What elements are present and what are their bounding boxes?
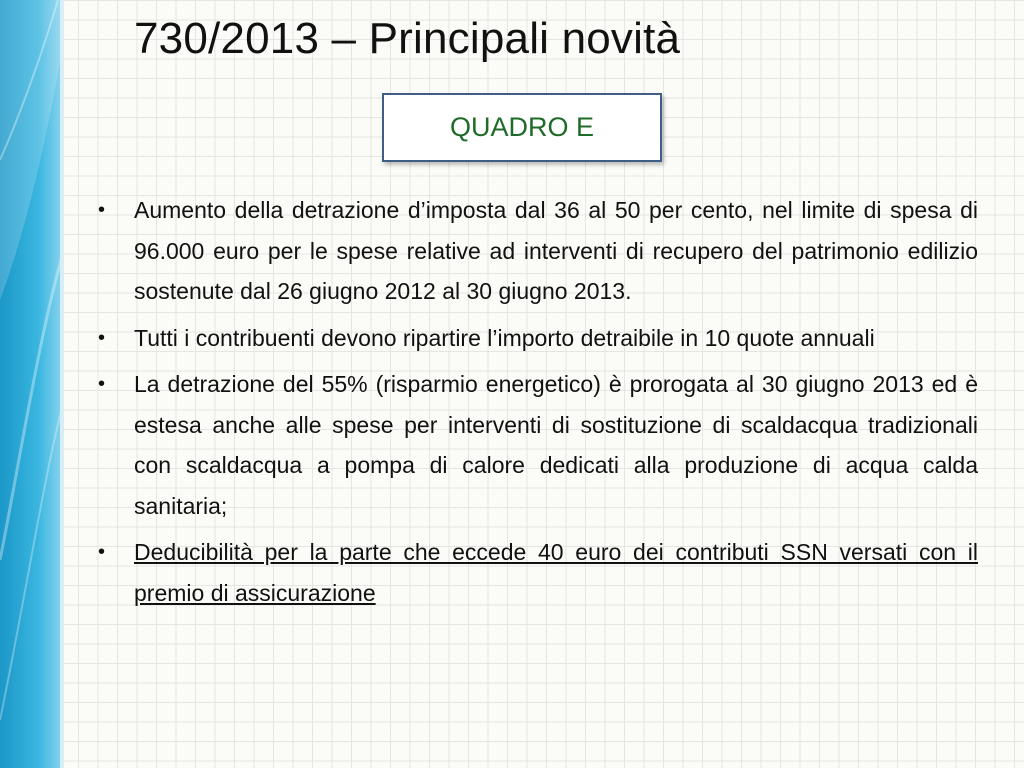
bullet-text: Aumento della detrazione d’imposta dal 36 al 50 per cento, nel limite di spesa di 96.000 euro per le spese relative ad interventi di recupero del patrimonio edilizio sostenute dal 26 giugno 2012 al 30 giugno 2013. [134,197,978,304]
bullet-list [98,190,978,619]
bullet-dot-icon: • [98,199,106,221]
bullet-item-detrazione-36-50 [98,190,978,312]
bullet-dot-icon: • [98,326,106,349]
section-box-label: QUADRO E [449,112,595,142]
slide-title: 730/2013 – Principali novità [134,14,681,63]
section-box-quadro-e [382,93,662,162]
side-decoration-band [0,0,64,768]
bullet-item-deducibilita-ssn [98,532,978,613]
bullet-dot-icon: • [98,541,106,563]
bullet-text-underlined: Deducibilità per la parte che eccede 40 euro dei contributi SSN versati con il premio di assicurazione [134,539,978,606]
bullet-dot-icon: • [98,373,106,395]
bullet-text: La detrazione del 55% (risparmio energetico) è prorogata al 30 giugno 2013 ed è estesa anche alle spese per interventi di sostituzione di scaldacqua tradizionali con scaldacqua a pompa di calore dedicati alla produzione di acqua calda sanitaria; [134,371,978,519]
bullet-item-quote-annuali [98,318,978,359]
bullet-item-detrazione-55 [98,364,978,526]
bullet-text: Tutti i contribuenti devono ripartire l’importo detraibile in 10 quote annuali [134,324,875,351]
